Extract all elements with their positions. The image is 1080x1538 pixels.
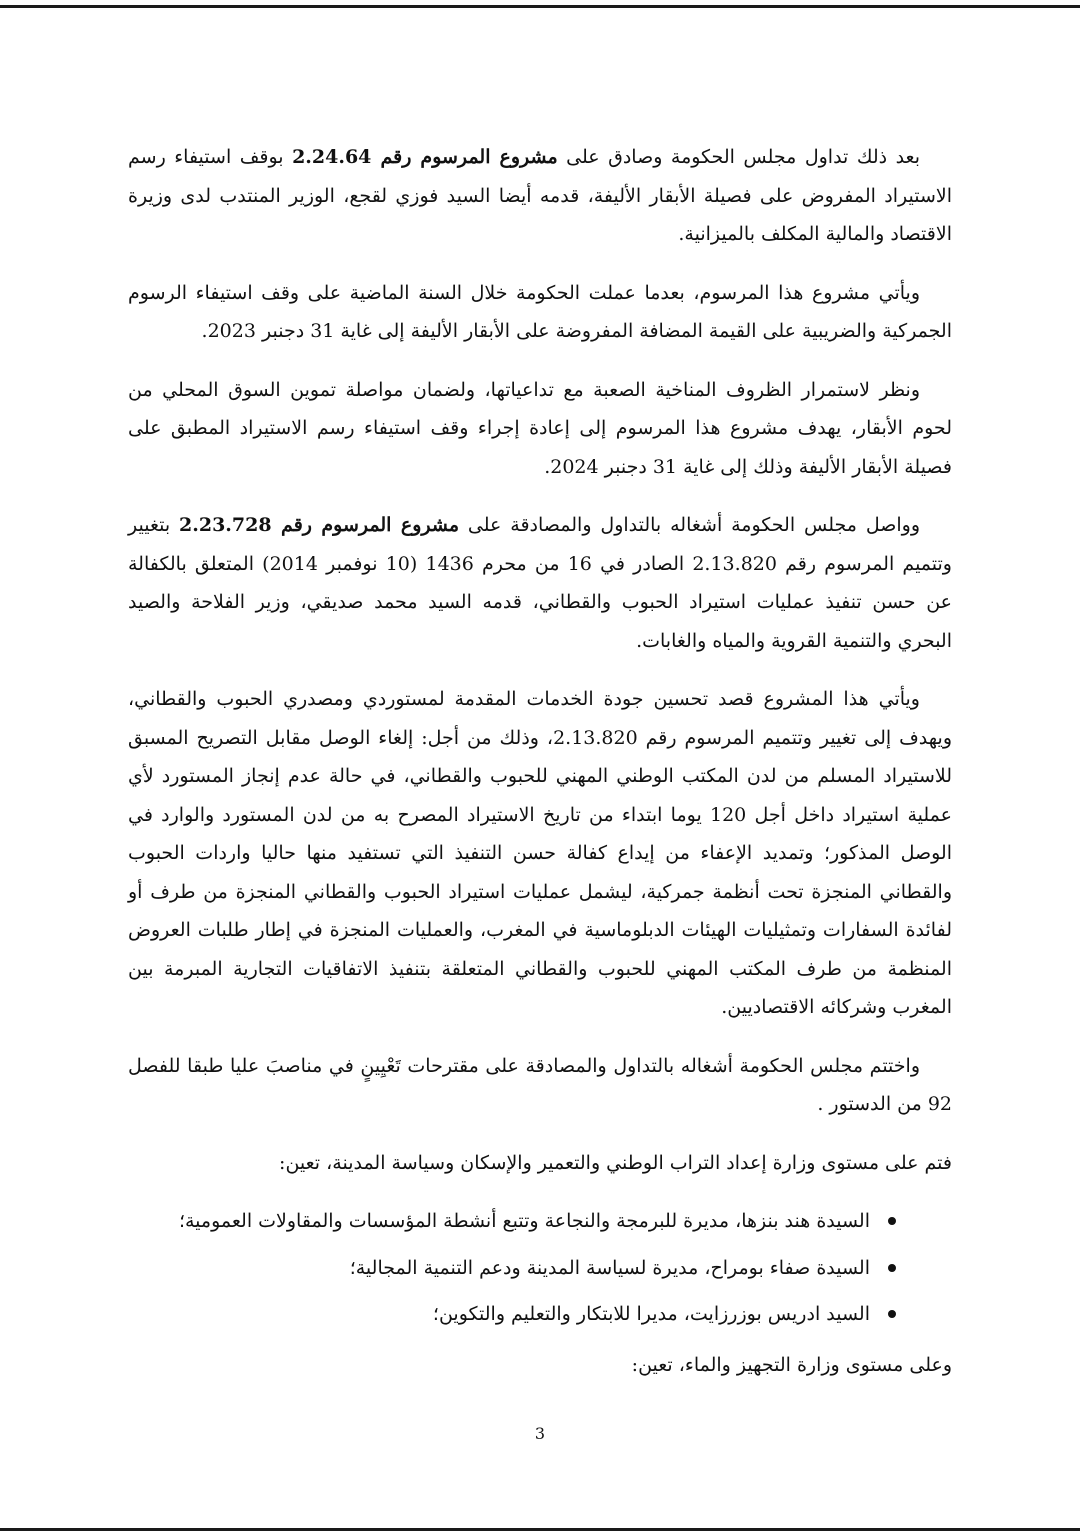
paragraph-text: ونظر لاستمرار الظروف المناخية الصعبة مع تداعياتها، ولضمان مواصلة تموين السوق المحلي من لحوم الأبقار، يهدف مشروع هذا المرسوم إلى إعادة إجراء وقف استيفاء رسم الاستيراد المطبق على فصيلة الأبقار الأليفة وذلك إلى غاية 31 دجنبر 2024. (128, 378, 952, 478)
list-item (128, 1202, 952, 1241)
paragraph-text: بتغيير وتتميم المرسوم رقم 2.13.820 الصادر في 16 من محرم 1436 (10 نوفمبر 2014) المتعلق بالكفالة عن حسن تنفيذ عمليات استيراد الحبوب والقطاني، قدمه السيد محمد صديقي، وزير الفلاحة والصيد البحري والتنمية القروية والمياه والغابات. (128, 514, 952, 652)
appointments-list (128, 1202, 952, 1334)
list-item (128, 1249, 952, 1288)
bottom-border-line (0, 1528, 1080, 1531)
appointment-text: السيدة صفاء بومراح، مديرة لسياسة المدينة ودعم التنمية المجالية؛ (349, 1256, 870, 1279)
page-number: 3 (534, 1424, 546, 1443)
bullet-icon (888, 1217, 896, 1225)
paragraph-appointments-intro (128, 1047, 952, 1124)
paragraph-grain-project (128, 680, 952, 1027)
appointment-text: السيد ادريس بوزرزايت، مديرا للابتكار والتعليم والتكوين؛ (432, 1303, 870, 1325)
paragraph-decree-2-24-64 (128, 138, 952, 254)
paragraph-text: بعد ذلك تداول مجلس الحكومة وصادق على (557, 146, 920, 168)
paragraph-climate (128, 371, 952, 487)
top-border-line (0, 5, 1080, 8)
list-item (128, 1295, 952, 1334)
decree-title-bold: مشروع المرسوم رقم 2.23.728 (179, 514, 460, 536)
paragraph-text: ويأتي مشروع هذا المرسوم، بعدما عملت الحكومة خلال السنة الماضية على وقف استيفاء الرسوم الجمركية والضريبية على القيمة المضافة المفروضة على الأبقار الأليفة إلى غاية 31 دجنبر 2023. (128, 281, 952, 342)
paragraph-text: بوقف استيفاء رسم الاستيراد المفروض على فصيلة الأبقار الأليفة، قدمه أيضا السيد فوزي لقجع، الوزير المنتدب لدى وزيرة الاقتصاد والمالية المكلف بالميزانية. (128, 146, 952, 245)
paragraph-text: وواصل مجلس الحكومة أشغاله بالتداول والمصادقة على (459, 514, 920, 536)
paragraph-text: واختتم مجلس الحكومة أشغاله بالتداول والمصادقة على مقترحات تَعْيِينٍ في مناصبَ عليا طبقا للفصل 92 من الدستور . (128, 1054, 952, 1115)
ministry-housing-intro: فتم على مستوى وزارة إعداد التراب الوطني والتعمير والإسكان وسياسة المدينة، تعين: (279, 1151, 952, 1174)
appointment-text: السيدة هند بنزها، مديرة للبرمجة والنجاعة وتتبع أنشطة المؤسسات والمقاولات العمومية؛ (178, 1210, 870, 1232)
paragraph-context-2023 (128, 274, 952, 351)
decree-title-bold: مشروع المرسوم رقم 2.24.64 (292, 146, 558, 168)
paragraph-decree-2-23-728 (128, 506, 952, 660)
paragraph-text: ويأتي هذا المشروع قصد تحسين جودة الخدمات المقدمة لمستوردي ومصدري الحبوب والقطاني، ويهدف إلى تغيير وتتميم المرسوم رقم 2.13.820، وذلك من أجل: إلغاء الوصل مقابل التصريح المسبق للاستيراد المسلم من لدن المكتب الوطني المهني للحبوب والقطاني، في حالة عدم إنجاز المستورد لأي عملية استيراد داخل أجل 120 يوما ابتداء من تاريخ الاستيراد المصرح به من لدن المستورد والوارد في الوصل المذكور؛ وتمديد الإعفاء من إيداع كفالة حسن التنفيذ التي تستفيد منها حاليا واردات الحبوب والقطاني المنجزة تحت أنظمة جمركية، ليشمل عمليات استيراد الحبوب والقطاني المنجزة من طرف أو لفائدة السفارات وتمثيليات الهيئات الدبلوماسية في المغرب، والعمليات المنجزة في إطار طلبات العروض المنظمة من طرف المكتب المهني للحبوب والقطاني المتعلقة بتنفيذ الاتفاقيات التجارية المبرمة بين المغرب وشركائه الاقتصاديين. (128, 688, 953, 1018)
ministry-equipment-intro: وعلى مستوى وزارة التجهيز والماء، تعين: (631, 1353, 952, 1376)
bullet-icon (888, 1310, 896, 1318)
document-body (128, 138, 952, 1404)
bullet-icon (888, 1264, 896, 1272)
